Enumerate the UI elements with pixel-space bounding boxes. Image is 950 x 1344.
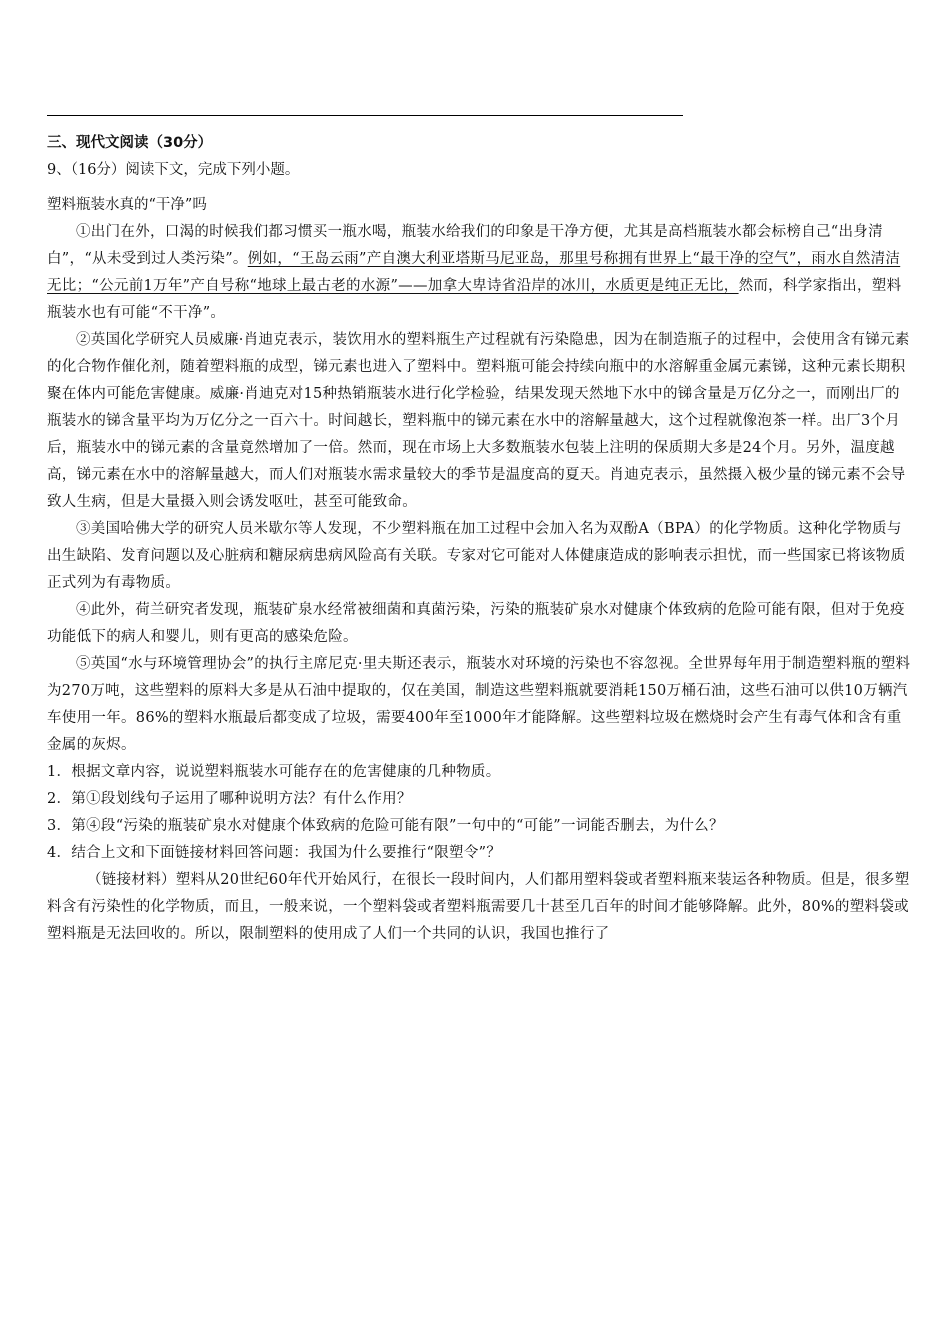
reading-content [47, 157, 913, 948]
question-4: 4．结合上文和下面链接材料回答问题：我国为什么要推行“限塑令”？ [47, 845, 502, 861]
paragraph-1-ending: 然而，科学家指出，塑料瓶装水也有可能“不干净”。 [47, 278, 902, 321]
question-2: 2．第①段划线句子运用了哪种说明方法？有什么作用？ [47, 791, 412, 807]
paragraph-5: ⑤英国“水与环境管理协会”的执行主席尼克·里夫斯还表示，瓶装水对环境的污染也不容忽视。全世界每年用于制造塑料瓶的塑料为270万吨，这些塑料的原料大多是从石油中提取的，仅在美国，制造这些塑料瓶就要消耗150万桶石油，这些石油可以供10万辆汽车使用一年。86%的塑料水瓶最后都变成了垃圾，需要400年至1000年才能降解。这些塑料垃圾在燃烧时会产生有毒气体和含有重金属的灰烬。 [47, 656, 911, 753]
paragraph-1 [47, 219, 913, 327]
linked-material: （链接材料）塑料从20世纪60年代开始风行，在很长一段时间内，人们都用塑料袋或者塑料瓶来装运各种物质。但是，很多塑料含有污染性的化学物质，而且，一般来说，一个塑料袋或者塑料瓶需要几十甚至几百年的时间才能够降解。此外，80%的塑料袋或塑料瓶是无法回收的。所以，限制塑料的使用成了人们一个共同的认识，我国也推行了 [47, 872, 910, 942]
paragraph-4: ④此外，荷兰研究者发现，瓶装矿泉水经常被细菌和真菌污染，污染的瓶装矿泉水对健康个体致病的危险可能有限，但对于免疫功能低下的病人和婴儿，则有更高的感染危险。 [47, 602, 905, 645]
article-title: 塑料瓶装水真的“干净”吗 [47, 197, 207, 213]
question-header: 9、（16分）阅读下文，完成下列小题。 [47, 162, 300, 178]
section-title: 三、现代文阅读（30分） [47, 135, 213, 151]
paragraph-1-text: ①出门在外，口渴的时候我们都习惯买一瓶水喝，瓶装水给我们的印象是干净方便，尤其是高档瓶装水都会标榜自己“出身清白”，“从未受到过人类污染”。 [47, 224, 883, 267]
question-3: 3．第④段“污染的瓶装矿泉水对健康个体致病的危险可能有限”一句中的“可能”一词能否删去，为什么？ [47, 818, 724, 834]
underlined-sentence: 例如，“王岛云雨”产自澳大利亚塔斯马尼亚岛，那里号称拥有世界上“最干净的空气”，雨水自然清洁无比；“公元前1万年”产自号称“地球上最古老的水源”——加拿大卑诗省沿岸的冰川，水质更是纯正无比， [47, 251, 901, 294]
paragraph-3: ③美国哈佛大学的研究人员米歇尔等人发现，不少塑料瓶在加工过程中会加入名为双酚A（BPA）的化学物质。这种化学物质与出生缺陷、发育问题以及心脏病和糖尿病患病风险高有关联。专家对它可能对人体健康造成的影响表示担忧，而一些国家已将该物质正式列为有毒物质。 [47, 521, 906, 591]
paragraph-2: ②英国化学研究人员威廉·肖迪克表示，装饮用水的塑料瓶生产过程就有污染隐患，因为在制造瓶子的过程中，会使用含有锑元素的化合物作催化剂，随着塑料瓶的成型，锑元素也进入了塑料中。塑料瓶可能会持续向瓶中的水溶解重金属元素锑，这种元素长期积聚在体内可能危害健康。威廉·肖迪克对15种热销瓶装水进行化学检验，结果发现天然地下水中的锑含量是万亿分之一，而刚出厂的瓶装水的锑含量平均为万亿分之一百六十。时间越长，塑料瓶中的锑元素在水中的溶解量越大，这个过程就像泡茶一样。出厂3个月后，瓶装水中的锑元素的含量竟然增加了一倍。然而，现在市场上大多数瓶装水包装上注明的保质期大多是24个月。另外，温度越高，锑元素在水中的溶解量越大，而人们对瓶装水需求量较大的季节是温度高的夏天。肖迪克表示，虽然摄入极少量的锑元素不会导致人生病，但是大量摄入则会诱发呕吐，甚至可能致命。 [47, 332, 910, 510]
answer-line [47, 115, 683, 116]
question-1: 1．根据文章内容，说说塑料瓶装水可能存在的危害健康的几种物质。 [47, 764, 501, 780]
